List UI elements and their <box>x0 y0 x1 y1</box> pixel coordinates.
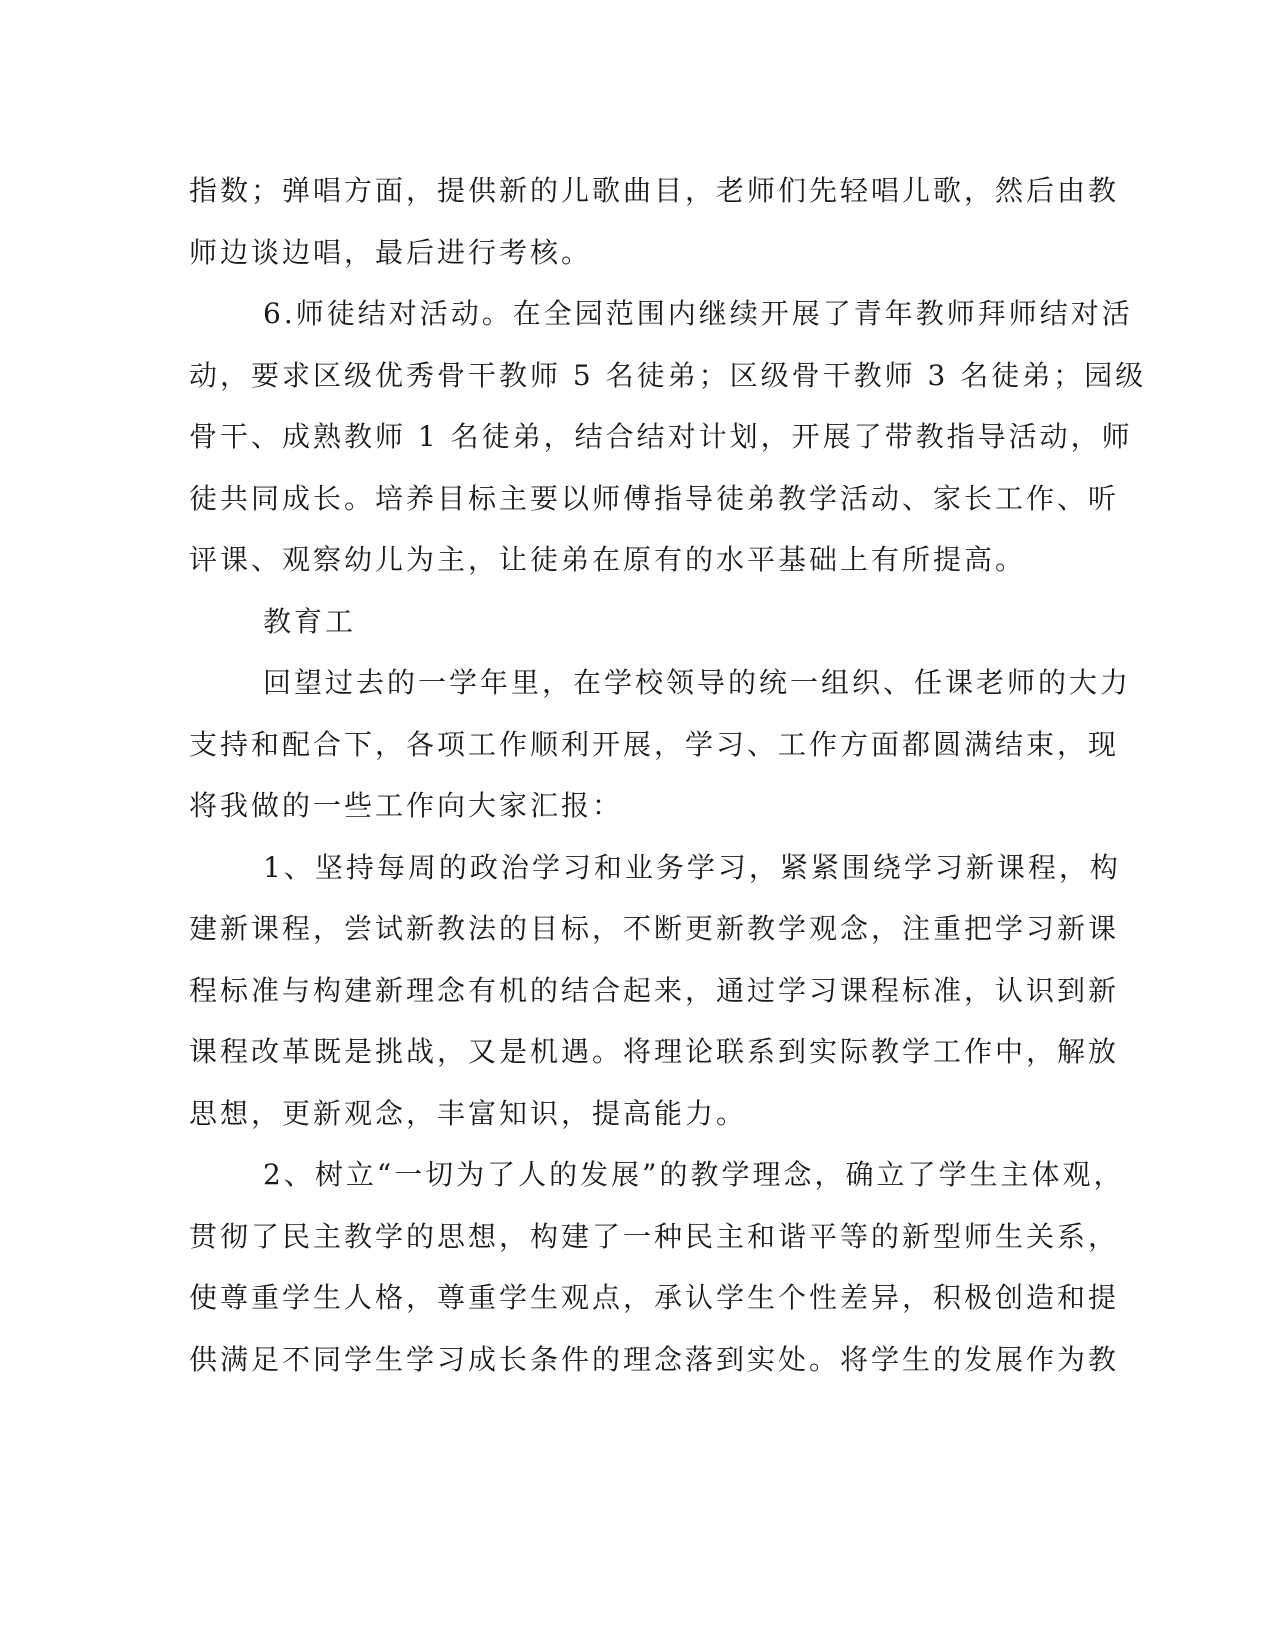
text-line: 骨干、成熟教师 1 名徒弟，结合结对计划，开展了带教指导活动，师 <box>189 420 1133 453</box>
document-body <box>189 160 1147 1390</box>
text-line: 徒共同成长。培养目标主要以师傅指导徒弟教学活动、家长工作、听 <box>189 481 1120 515</box>
text-line: 1、坚持每周的政治学习和业务学习，紧紧围绕学习新课程，构 <box>263 850 1121 884</box>
text-line: 6.师徒结对活动。在全园范围内继续开展了青年教师拜师结对活 <box>263 297 1133 330</box>
text-line: 程标准与构建新理念有机的结合起来，通过学习课程标准，认识到新 <box>189 973 1120 1007</box>
text-line: 建新课程，尝试新教法的目标，不断更新教学观念，注重把学习新课 <box>189 912 1120 945</box>
text-line: 指数；弹唱方面，提供新的儿歌曲目，老师们先轻唱儿歌，然后由教 <box>189 174 1120 207</box>
text-line: 课程改革既是挑战，又是机遇。将理论联系到实际教学工作中，解放 <box>189 1035 1120 1068</box>
paragraph-6 <box>189 1144 1125 1390</box>
text-line: 评课、观察幼儿为主，让徒弟在原有的水平基础上有所提高。 <box>189 543 1027 576</box>
text-line: 2、树立“一切为了人的发展”的教学理念，确立了学生主体观， <box>263 1158 1125 1191</box>
text-line: 使尊重学生人格，尊重学生观点，承认学生个性差异，积极创造和提 <box>189 1281 1120 1314</box>
text-line: 动，要求区级优秀骨干教师 5 名徒弟；区级骨干教师 3 名徒弟；园级 <box>189 358 1147 392</box>
text-line: 思想，更新观念，丰富知识，提高能力。 <box>189 1096 748 1130</box>
section-heading <box>189 591 1069 653</box>
heading-text: 教育工 <box>263 604 357 638</box>
paragraph-1 <box>189 160 1120 283</box>
paragraph-4 <box>189 652 1132 837</box>
paragraph-2 <box>189 283 1147 591</box>
text-line: 将我做的一些工作向大家汇报： <box>189 789 624 822</box>
text-line: 支持和配合下，各项工作顺利开展，学习、工作方面都圆满结束，现 <box>189 727 1120 761</box>
paragraph-5 <box>189 837 1121 1145</box>
text-line: 供满足不同学生学习成长条件的理念落到实处。将学生的发展作为教 <box>189 1342 1120 1376</box>
text-line: 回望过去的一学年里，在学校领导的统一组织、任课老师的大力 <box>263 666 1132 699</box>
text-line: 贯彻了民主教学的思想，构建了一种民主和谐平等的新型师生关系， <box>189 1219 1120 1253</box>
text-line: 师边谈边唱，最后进行考核。 <box>189 235 593 269</box>
